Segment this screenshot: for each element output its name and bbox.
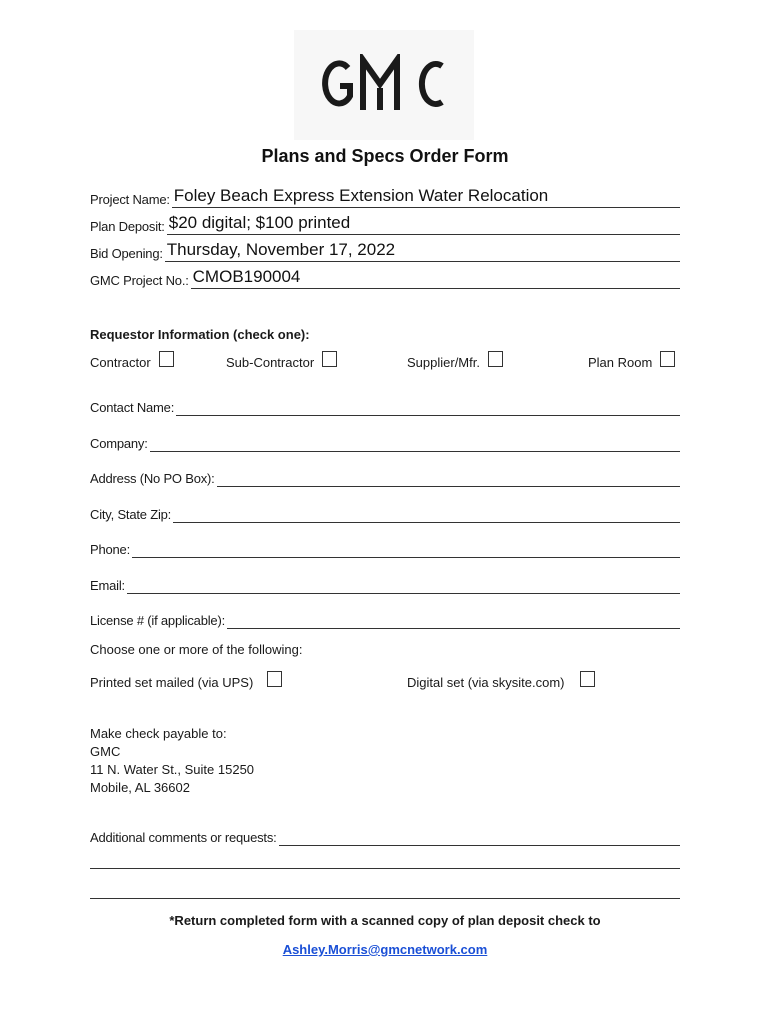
address-field[interactable] <box>217 465 680 487</box>
email-row <box>90 568 680 594</box>
gmc-logo <box>322 54 448 114</box>
plan-deposit-field[interactable] <box>167 213 680 235</box>
option-plan-room-label: Plan Room <box>588 355 653 370</box>
license-label: License # (if applicable): <box>90 613 225 628</box>
project-number-field[interactable] <box>191 267 680 289</box>
option-sub-contractor-label: Sub-Contractor <box>226 355 315 370</box>
digital-set-checkbox[interactable] <box>580 671 595 687</box>
company-label: Company: <box>90 436 148 451</box>
contractor-checkbox[interactable] <box>159 351 174 367</box>
project-name-row <box>90 182 680 208</box>
option-digital-set-label: Digital set (via skysite.com) <box>407 675 565 690</box>
project-number-row <box>90 263 680 289</box>
city-state-zip-field[interactable] <box>173 501 680 523</box>
option-printed-set-label: Printed set mailed (via UPS) <box>90 675 254 690</box>
plan-room-checkbox[interactable] <box>660 351 675 367</box>
bid-opening-value: Thursday, November 17, 2022 <box>166 240 396 259</box>
payable-block <box>90 725 254 797</box>
option-printed-set <box>90 674 282 690</box>
bid-opening-label: Bid Opening: <box>90 246 163 261</box>
bid-opening-row <box>90 236 680 262</box>
contact-name-label: Contact Name: <box>90 400 175 415</box>
option-sub-contractor <box>226 354 337 370</box>
plan-deposit-row <box>90 209 680 235</box>
plan-deposit-label: Plan Deposit: <box>90 219 165 234</box>
option-plan-room <box>588 354 675 370</box>
company-field[interactable] <box>150 430 680 452</box>
phone-row <box>90 532 680 558</box>
payable-city: Mobile, AL 36602 <box>90 780 190 795</box>
bid-opening-field[interactable] <box>165 240 680 262</box>
project-number-label: GMC Project No.: <box>90 273 189 288</box>
payable-street: 11 N. Water St., Suite 15250 <box>90 762 255 777</box>
phone-label: Phone: <box>90 542 131 557</box>
printed-set-checkbox[interactable] <box>267 671 282 687</box>
project-name-field[interactable] <box>172 186 680 208</box>
contact-name-row <box>90 390 680 416</box>
email-field[interactable] <box>127 572 680 594</box>
comments-row <box>90 820 680 846</box>
phone-field[interactable] <box>132 536 680 558</box>
comments-line-2[interactable] <box>90 868 680 869</box>
requestor-heading: Requestor Information (check one): <box>90 327 310 342</box>
option-digital-set <box>407 674 595 690</box>
email-label: Email: <box>90 578 125 593</box>
option-contractor <box>90 354 174 370</box>
comments-line-3[interactable] <box>90 898 680 899</box>
city-state-zip-row <box>90 497 680 523</box>
city-state-zip-label: City, State Zip: <box>90 507 172 522</box>
form-title: Plans and Specs Order Form <box>261 146 509 166</box>
contact-name-field[interactable] <box>176 394 680 416</box>
supplier-checkbox[interactable] <box>488 351 503 367</box>
choose-heading: Choose one or more of the following: <box>90 642 303 657</box>
option-supplier <box>407 354 503 370</box>
return-instructions: *Return completed form with a scanned copy of plan deposit check to <box>169 913 601 928</box>
payable-heading: Make check payable to: <box>90 726 227 741</box>
license-field[interactable] <box>227 607 680 629</box>
company-row <box>90 426 680 452</box>
sub-contractor-checkbox[interactable] <box>322 351 337 367</box>
comments-field[interactable] <box>279 824 680 846</box>
license-row <box>90 603 680 629</box>
comments-label: Additional comments or requests: <box>90 830 277 845</box>
project-number-value: CMOB190004 <box>192 267 301 286</box>
address-row <box>90 461 680 487</box>
address-label: Address (No PO Box): <box>90 471 215 486</box>
option-supplier-label: Supplier/Mfr. <box>407 355 480 370</box>
option-contractor-label: Contractor <box>90 355 151 370</box>
project-name-value: Foley Beach Express Extension Water Relocation <box>173 186 549 205</box>
plan-deposit-value: $20 digital; $100 printed <box>168 213 351 232</box>
project-name-label: Project Name: <box>90 192 170 207</box>
payable-name: GMC <box>90 744 121 759</box>
contact-email-link[interactable]: Ashley.Morris@gmcnetwork.com <box>282 942 488 957</box>
